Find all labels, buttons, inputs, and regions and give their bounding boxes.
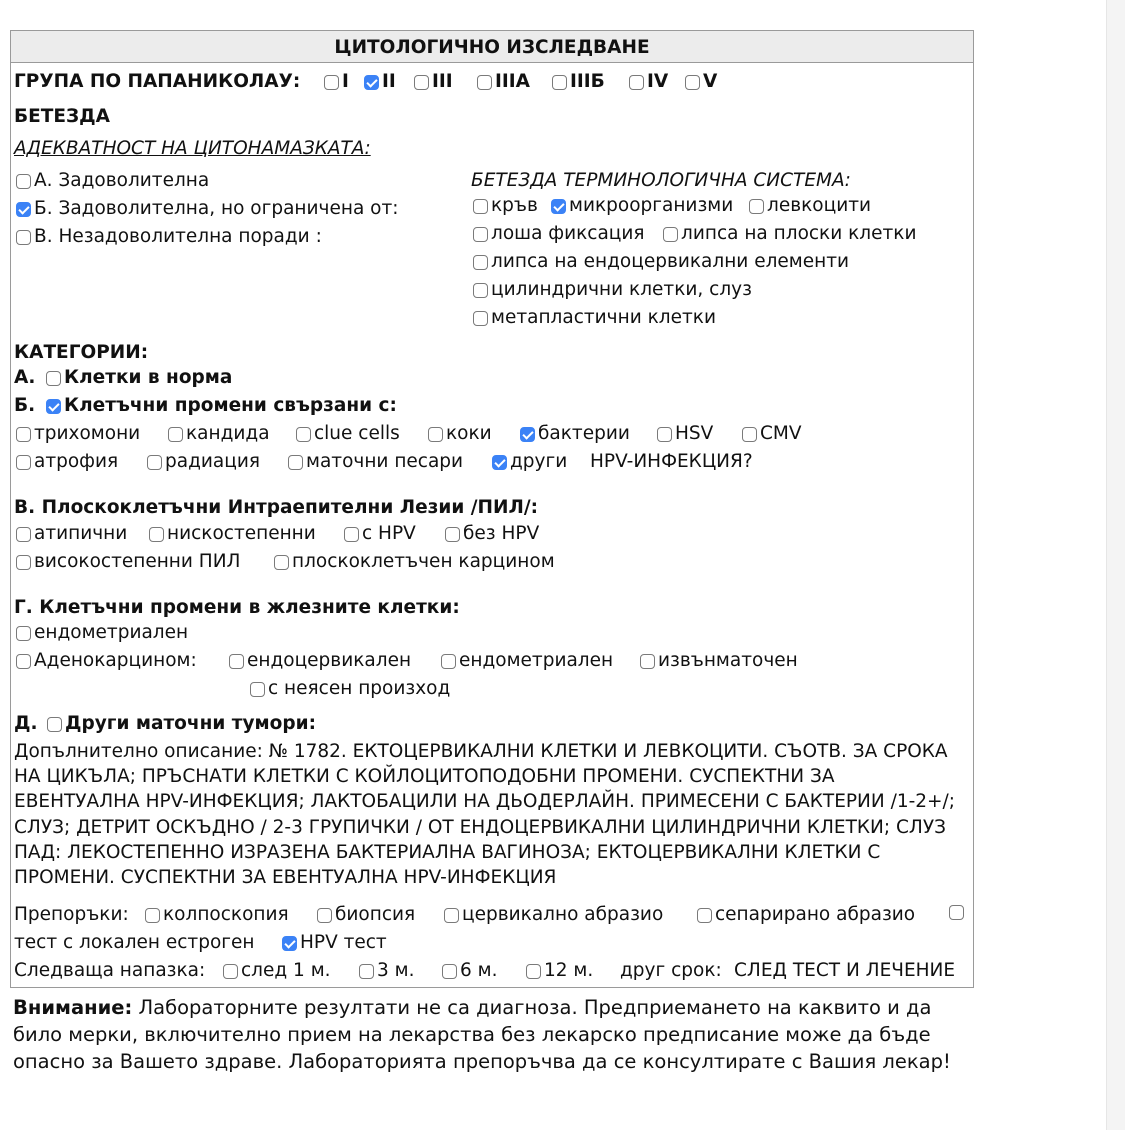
checkbox-categories-b-options-7[interactable] <box>16 451 118 472</box>
checkbox-recommendations-options-1[interactable] <box>317 904 415 925</box>
checkbox-label: след 1 м. <box>241 960 331 981</box>
checkbox-unchecked-icon[interactable] <box>229 654 244 669</box>
checkbox-unchecked-icon[interactable] <box>428 427 443 442</box>
checkbox-categories-g-options-0[interactable] <box>16 622 188 643</box>
checkbox-unchecked-icon[interactable] <box>223 964 238 979</box>
checkbox-label: В. Незадоволителна поради : <box>34 226 322 247</box>
checkbox-unchecked-icon[interactable] <box>168 427 183 442</box>
checkbox-recommendations-options-5[interactable] <box>282 932 387 953</box>
checkbox-categories-v-options-4[interactable] <box>16 551 240 572</box>
checkbox-label: биопсия <box>335 904 416 925</box>
recommendations-label: Препоръки: <box>14 904 129 925</box>
other-text: HPV-ИНФЕКЦИЯ? <box>590 451 753 472</box>
checkbox-label: IIIA <box>495 71 530 92</box>
checkbox-unchecked-icon[interactable] <box>317 908 332 923</box>
checkbox-unchecked-icon[interactable] <box>16 626 31 641</box>
checkbox-label: III <box>432 71 453 92</box>
checkbox-unchecked-icon[interactable] <box>473 199 488 214</box>
checkbox-categories-b-options-10[interactable] <box>492 451 567 472</box>
checkbox-terminology-options-2[interactable] <box>749 195 871 216</box>
checkbox-label: атипични <box>34 523 128 544</box>
checkbox-checked-icon[interactable] <box>46 399 61 414</box>
checkbox-unchecked-icon[interactable] <box>697 908 712 923</box>
terminology-heading: БЕТЕЗДА ТЕРМИНОЛОГИЧНА СИСТЕМА: <box>471 170 851 191</box>
cytology-form <box>10 30 974 988</box>
checkbox-unchecked-icon[interactable] <box>445 527 460 542</box>
checkbox-pap-options-6[interactable] <box>685 71 717 92</box>
checkbox-label: колпоскопия <box>163 904 289 925</box>
checkbox-pap-options-4[interactable] <box>552 71 605 92</box>
form-title: ЦИТОЛОГИЧНО ИЗСЛЕДВАНЕ <box>11 31 973 63</box>
checkbox-label: бактерии <box>538 423 630 444</box>
checkbox-unchecked-icon[interactable] <box>473 311 488 326</box>
checkbox-label: V <box>703 71 718 92</box>
checkbox-label: II <box>382 71 396 92</box>
checkbox-label: липса на плоски клетки <box>681 223 917 244</box>
checkbox-checked-icon[interactable] <box>520 427 535 442</box>
checkbox-categories-v-options-5[interactable] <box>274 551 555 572</box>
pap-group-label: ГРУПА ПО ПАПАНИКОЛАУ: <box>14 71 301 92</box>
additional-description: Допълнително описание: № 1782. ЕКТОЦЕРВИКАЛНИ КЛЕТКИ И ЛЕВКОЦИТИ. СЪОТВ. ЗА СРОКА НА ЦИКЪЛА; ПРЪСНАТИ КЛЕТКИ С КОЙЛОЦИТОПОДОБНИ ПРОМЕНИ. СУСПЕКТНИ ЗА ЕВЕНТУАЛНА HPV-ИНФЕКЦИЯ; ЛАКТОБАЦИЛИ НА ДЬОДЕРЛАЙН. ПРИМЕСЕНИ С БАКТЕРИИ /1-2+/; СЛУЗ; ДЕТРИТ ОСКЪДНО / 2-3 ГРУПИЧКИ / ОТ ЕНДОЦЕРВИКАЛНИ ЦИЛИНДРИЧНИ КЛЕТКИ; СЛУЗ ПАД: ЛЕКОСТЕПЕННО ИЗРАЗЕНА БАКТЕРИАЛНА ВАГИНОЗА; ЕКТОЦЕРВИКАЛНИ КЛЕТКИ С ПРОМЕНИ. СУСПЕКТНИ ЗА ЕВЕНТУАЛНА HPV-ИНФЕКЦИЯ <box>14 741 956 889</box>
checkbox-unchecked-icon[interactable] <box>47 717 62 732</box>
checkbox-unchecked-icon[interactable] <box>414 75 429 90</box>
checkbox-unchecked-icon[interactable] <box>473 255 488 270</box>
checkbox-unchecked-icon[interactable] <box>359 964 374 979</box>
checkbox-terminology-options-7[interactable] <box>473 307 716 328</box>
checkbox-terminology-options-0[interactable] <box>473 195 538 216</box>
checkbox-unchecked-icon[interactable] <box>663 227 678 242</box>
category-b-prefix: Б. <box>14 395 36 416</box>
checkbox-recommendations-options-3[interactable] <box>697 904 915 925</box>
checkbox-checked-icon[interactable] <box>551 199 566 214</box>
checkbox-label: метапластични клетки <box>491 307 716 328</box>
checkbox-label: HSV <box>675 423 714 444</box>
checkbox-categories-b-options-4[interactable] <box>520 423 630 444</box>
checkbox-categories-b-options-6[interactable] <box>742 423 802 444</box>
checkbox-categories-b-options-9[interactable] <box>288 451 463 472</box>
checkbox-categories-g-options-3[interactable] <box>441 650 613 671</box>
checkbox-adequacy-options-2[interactable] <box>16 226 322 247</box>
checkbox-next_visit-options-1[interactable] <box>359 960 415 981</box>
checkbox-categories-b[interactable] <box>46 395 397 416</box>
checkbox-label: коки <box>446 423 492 444</box>
checkbox-unchecked-icon[interactable] <box>629 75 644 90</box>
checkbox-label: маточни песари <box>306 451 464 472</box>
checkbox-categories-d[interactable] <box>47 713 316 734</box>
checkbox-terminology-options-1[interactable] <box>551 195 733 216</box>
checkbox-checked-icon[interactable] <box>282 936 297 951</box>
checkbox-adequacy-options-1[interactable] <box>16 198 399 219</box>
checkbox-label: други <box>510 451 568 472</box>
checkbox-categories-g-options-5[interactable] <box>250 678 450 699</box>
checkbox-unchecked-icon[interactable] <box>477 75 492 90</box>
checkbox-unchecked-icon[interactable] <box>473 227 488 242</box>
checkbox-checked-icon[interactable] <box>16 202 31 217</box>
checkbox-unchecked-icon[interactable] <box>16 555 31 570</box>
checkbox-unchecked-icon[interactable] <box>147 455 162 470</box>
checkbox-categories-b-options-5[interactable] <box>657 423 713 444</box>
checkbox-next_visit-options-0[interactable] <box>223 960 331 981</box>
checkbox-categories-b-options-3[interactable] <box>428 423 492 444</box>
checkbox-label: лоша фиксация <box>491 223 645 244</box>
checkbox-label: с HPV <box>362 523 416 544</box>
checkbox-label: липса на ендоцервикални елементи <box>491 251 850 272</box>
checkbox-label: I <box>342 71 349 92</box>
checkbox-label: високостепенни ПИЛ <box>34 551 241 572</box>
checkbox-unchecked-icon[interactable] <box>16 654 31 669</box>
checkbox-label: кръв <box>491 195 538 216</box>
next-visit-other-value: СЛЕД ТЕСТ И ЛЕЧЕНИЕ <box>734 960 956 981</box>
checkbox-categories-b-options-0[interactable] <box>16 423 140 444</box>
checkbox-unchecked-icon[interactable] <box>149 527 164 542</box>
checkbox-label: микроорганизми <box>569 195 734 216</box>
checkbox-unchecked-icon[interactable] <box>742 427 757 442</box>
checkbox-label: цервикално абразио <box>462 904 664 925</box>
category-g-heading: Г. Клетъчни промени в жлезните клетки: <box>14 597 460 618</box>
warning-notice <box>13 994 973 1075</box>
checkbox-unchecked-icon[interactable] <box>344 527 359 542</box>
checkbox-label: clue cells <box>314 423 400 444</box>
checkbox-pap-options-2[interactable] <box>414 71 453 92</box>
scrollbar[interactable] <box>1106 0 1125 1130</box>
checkbox-terminology-options-6[interactable] <box>473 279 752 300</box>
category-a-prefix: А. <box>14 367 36 388</box>
checkbox-label: 12 м. <box>544 960 594 981</box>
checkbox-label: плоскоклетъчен карцином <box>292 551 555 572</box>
checkbox-label: трихомони <box>34 423 141 444</box>
checkbox-unchecked-icon[interactable] <box>250 682 265 697</box>
checkbox-categories-b-options-2[interactable] <box>296 423 400 444</box>
checkbox-label: ендоцервикален <box>247 650 412 671</box>
next-visit-label: Следваща напазка: <box>14 960 206 981</box>
adequacy-heading: АДЕКВАТНОСТ НА ЦИТОНАМАЗКАТА: <box>14 138 371 159</box>
checkbox-terminology-options-5[interactable] <box>473 251 849 272</box>
checkbox-unchecked-icon[interactable] <box>441 654 456 669</box>
checkbox-label: ендометриален <box>459 650 614 671</box>
checkbox-label: 6 м. <box>460 960 498 981</box>
checkbox-label: сепарирано абразио <box>715 904 916 925</box>
checkbox-unchecked-icon[interactable] <box>16 230 31 245</box>
checkbox-pap-options-3[interactable] <box>477 71 530 92</box>
checkbox-next_visit-options-3[interactable] <box>526 960 593 981</box>
checkbox-unchecked-icon[interactable] <box>640 654 655 669</box>
checkbox-unchecked-icon[interactable] <box>442 964 457 979</box>
checkbox-checked-icon[interactable] <box>492 455 507 470</box>
categories-heading: КАТЕГОРИИ: <box>14 342 149 363</box>
checkbox-checked-icon[interactable] <box>364 75 379 90</box>
checkbox-recommendations-options-2[interactable] <box>444 904 663 925</box>
checkbox-unchecked-icon[interactable] <box>473 283 488 298</box>
checkbox-categories-b-options-8[interactable] <box>147 451 260 472</box>
checkbox-categories-g-options-4[interactable] <box>640 650 798 671</box>
checkbox-label: цилиндрични клетки, слуз <box>491 279 752 300</box>
warning-text: Лабораторните резултати не са диагноза. Предприемането на каквито и да било мерки, включително прием на лекарства без лекарско предписание може да бъде опасно за Вашето здраве. Лабораторията препоръчва да се консултирате с Вашия лекар! <box>13 996 951 1073</box>
checkbox-adequacy-options-0[interactable] <box>16 170 209 191</box>
checkbox-label: тест с локален естроген <box>14 932 255 953</box>
checkbox-unchecked-icon[interactable] <box>145 908 160 923</box>
checkbox-terminology-options-3[interactable] <box>473 223 645 244</box>
checkbox-label: кандида <box>186 423 270 444</box>
checkbox-unchecked-icon[interactable] <box>296 427 311 442</box>
checkbox-unchecked-icon[interactable] <box>685 75 700 90</box>
checkbox-label: ендометриален <box>34 622 189 643</box>
checkbox-label: Б. Задоволителна, но ограничена от: <box>34 198 399 219</box>
checkbox-label: атрофия <box>34 451 119 472</box>
checkbox-unchecked-icon[interactable] <box>552 75 567 90</box>
bethesda-heading: БЕТЕЗДА <box>14 106 110 127</box>
checkbox-label: HPV тест <box>300 932 387 953</box>
checkbox-unchecked-icon[interactable] <box>16 174 31 189</box>
category-d-prefix: Д. <box>14 713 38 734</box>
checkbox-label: с неясен произход <box>268 678 451 699</box>
checkbox-categories-v-options-0[interactable] <box>16 523 127 544</box>
checkbox-categories-g-options-2[interactable] <box>229 650 411 671</box>
checkbox-pap-options-5[interactable] <box>629 71 668 92</box>
checkbox-unchecked-icon[interactable] <box>526 964 541 979</box>
checkbox-label: А. Задоволителна <box>34 170 210 191</box>
checkbox-unchecked-icon[interactable] <box>657 427 672 442</box>
checkbox-categories-g-options-1[interactable] <box>16 650 197 671</box>
checkbox-pap-options-1[interactable] <box>364 71 396 92</box>
checkbox-categories-v-options-2[interactable] <box>344 523 416 544</box>
checkbox-unchecked-icon[interactable] <box>274 555 289 570</box>
checkbox-unchecked-icon[interactable] <box>749 199 764 214</box>
checkbox-recommendations-options-0[interactable] <box>145 904 289 925</box>
checkbox-next_visit-options-2[interactable] <box>442 960 498 981</box>
checkbox-categories-v-options-3[interactable] <box>445 523 539 544</box>
checkbox-unchecked-icon[interactable] <box>324 75 339 90</box>
checkbox-unchecked-icon[interactable] <box>16 527 31 542</box>
checkbox-label: Други маточни тумори: <box>65 713 316 734</box>
checkbox-label: Клетки в норма <box>64 367 233 388</box>
checkbox-label: IIIБ <box>570 71 605 92</box>
checkbox-label: нискостепенни <box>167 523 316 544</box>
checkbox-recommendations-options-4[interactable] <box>949 904 967 919</box>
checkbox-label: IV <box>647 71 669 92</box>
category-v-heading: В. Плоскоклетъчни Интраепителни Лезии /ПИЛ/: <box>14 497 538 518</box>
checkbox-unchecked-icon[interactable] <box>444 908 459 923</box>
checkbox-label: радиация <box>165 451 260 472</box>
checkbox-unchecked-icon[interactable] <box>16 455 31 470</box>
checkbox-label: Аденокарцином: <box>34 650 197 671</box>
checkbox-label: без HPV <box>463 523 540 544</box>
checkbox-unchecked-icon[interactable] <box>16 427 31 442</box>
checkbox-categories-b-options-1[interactable] <box>168 423 270 444</box>
next-visit-other-label: друг срок: <box>620 960 722 981</box>
checkbox-label: извънматочен <box>658 650 798 671</box>
checkbox-categories-v-options-1[interactable] <box>149 523 316 544</box>
checkbox-categories-a[interactable] <box>46 367 232 388</box>
checkbox-label: 3 м. <box>377 960 415 981</box>
checkbox-unchecked-icon[interactable] <box>46 371 61 386</box>
checkbox-label: CMV <box>760 423 802 444</box>
checkbox-unchecked-icon[interactable] <box>949 905 964 920</box>
checkbox-pap-options-0[interactable] <box>324 71 349 92</box>
checkbox-label: Клетъчни промени свързани с: <box>64 395 397 416</box>
warning-label: Внимание: <box>13 996 133 1019</box>
checkbox-label: левкоцити <box>767 195 872 216</box>
checkbox-terminology-options-4[interactable] <box>663 223 917 244</box>
checkbox-unchecked-icon[interactable] <box>288 455 303 470</box>
